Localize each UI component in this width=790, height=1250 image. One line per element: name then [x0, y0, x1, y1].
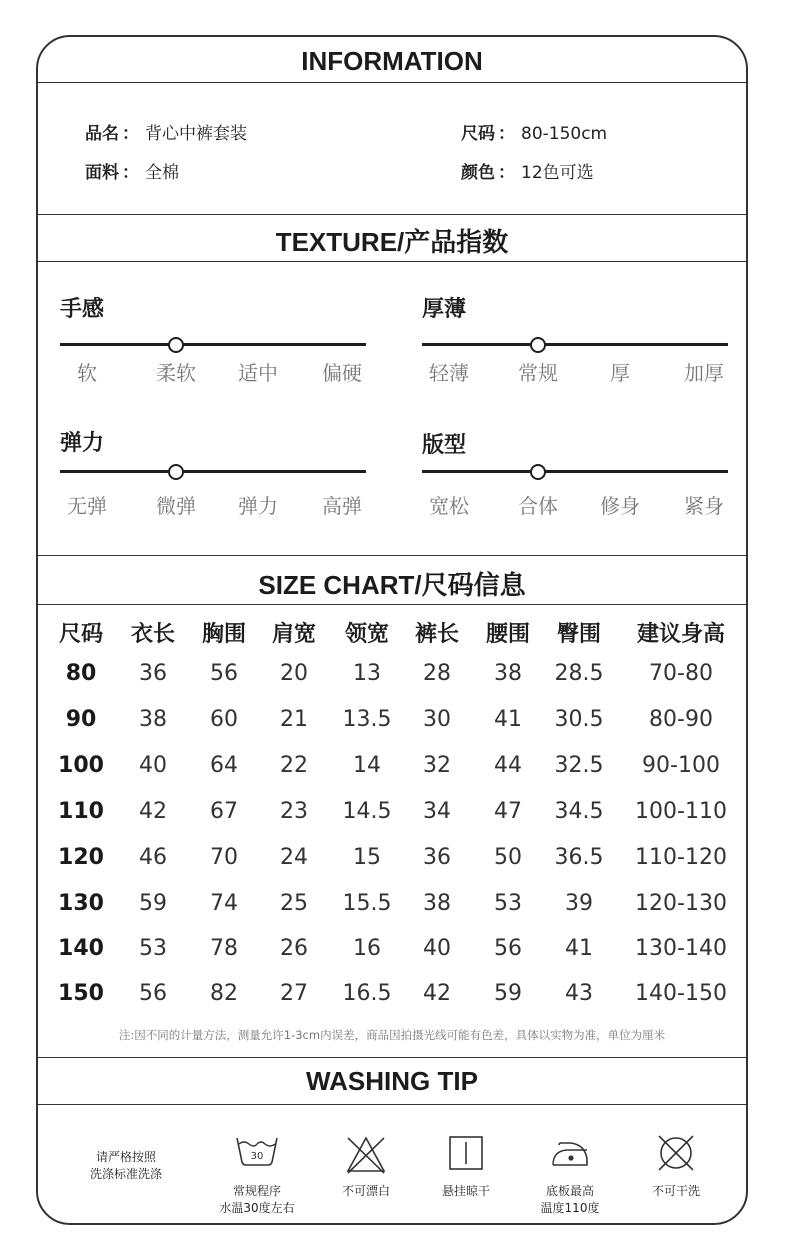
- info-color-value: 12色可选: [521, 163, 594, 183]
- table-cell: 64: [210, 753, 238, 778]
- table-cell: 90-100: [642, 753, 720, 778]
- table-cell: 59: [494, 981, 522, 1006]
- table-cell: 46: [139, 845, 167, 870]
- info-name-value: 背心中裤套装: [145, 124, 247, 144]
- table-header-cell: 衣长: [130, 622, 176, 647]
- table-cell: 82: [210, 981, 238, 1006]
- table-cell: 20: [280, 661, 308, 686]
- table-cell: 78: [210, 936, 238, 961]
- texture-title: 手感: [60, 297, 105, 322]
- wash-30-caption: [219, 1183, 294, 1217]
- table-header-cell: 肩宽: [271, 622, 317, 647]
- table-header-cell: 尺码: [58, 622, 104, 647]
- texture-option-label: 轻薄: [429, 361, 469, 385]
- texture-option-label: 适中: [238, 361, 278, 385]
- table-row-size: 100: [58, 753, 104, 778]
- caption-line: 不可干洗: [651, 1184, 701, 1198]
- table-cell: 70-80: [649, 661, 713, 686]
- table-cell: 38: [494, 661, 522, 686]
- table-cell: 16: [353, 936, 381, 961]
- table-cell: 50: [494, 845, 522, 870]
- texture-option-label: 合体: [518, 494, 558, 518]
- colon: ：: [122, 124, 139, 144]
- info-name-label: 品名: [85, 124, 119, 144]
- table-cell: 30.5: [554, 707, 604, 732]
- divider: [38, 1057, 746, 1058]
- info-size: [461, 119, 607, 144]
- colon: ：: [122, 163, 139, 183]
- table-cell: 38: [423, 891, 451, 916]
- table-header-cell: 腰围: [485, 622, 531, 647]
- wash-intro: [90, 1149, 162, 1183]
- divider: [38, 604, 746, 605]
- info-name: [85, 119, 247, 144]
- table-header-cell: 臀围: [556, 622, 602, 647]
- colon: ：: [498, 163, 515, 183]
- table-cell: 56: [494, 936, 522, 961]
- wash-intro-line: 请严格按照: [95, 1150, 157, 1164]
- caption-line: 不可漂白: [341, 1184, 391, 1198]
- table-cell: 44: [494, 753, 522, 778]
- table-cell: 32: [423, 753, 451, 778]
- table-cell: 130-140: [635, 936, 727, 961]
- table-cell: 36: [423, 845, 451, 870]
- wash-temp-text: 30: [250, 1151, 264, 1162]
- texture-option-label: 紧身: [684, 494, 724, 518]
- texture-scale-marker: [168, 464, 184, 480]
- texture-option-label: 厚: [610, 361, 630, 385]
- texture-scale-line: [422, 343, 728, 346]
- no-bleach-icon: [345, 1135, 387, 1179]
- table-cell: 60: [210, 707, 238, 732]
- table-cell: 13.5: [342, 707, 392, 732]
- texture-title: 厚薄: [422, 297, 467, 322]
- texture-scale-marker: [530, 464, 546, 480]
- divider: [38, 1104, 746, 1105]
- texture-title: 版型: [422, 433, 467, 458]
- table-cell: 14.5: [342, 799, 392, 824]
- texture-scale-line: [60, 343, 366, 346]
- table-cell: 25: [280, 891, 308, 916]
- table-cell: 67: [210, 799, 238, 824]
- no-bleach-caption: [342, 1183, 390, 1200]
- table-cell: 21: [280, 707, 308, 732]
- table-row-size: 90: [65, 707, 97, 732]
- texture-option-label: 偏硬: [322, 361, 362, 385]
- no-dry-clean-icon: [656, 1133, 696, 1177]
- table-row-size: 130: [58, 891, 104, 916]
- colon: ：: [498, 124, 515, 144]
- texture-option-label: 加厚: [684, 361, 724, 385]
- table-cell: 27: [280, 981, 308, 1006]
- iron-110-icon: [549, 1135, 591, 1173]
- table-header-cell: 胸围: [201, 622, 247, 647]
- table-cell: 74: [210, 891, 238, 916]
- table-cell: 40: [139, 753, 167, 778]
- hang-dry-icon: [448, 1135, 484, 1175]
- table-cell: 110-120: [635, 845, 727, 870]
- info-fabric: [85, 158, 179, 183]
- table-cell: 28: [423, 661, 451, 686]
- texture-option-label: 宽松: [429, 494, 469, 518]
- table-cell: 100-110: [635, 799, 727, 824]
- texture-scale-line: [60, 470, 366, 473]
- iron-110-caption: [541, 1183, 600, 1217]
- table-cell: 59: [139, 891, 167, 916]
- info-fabric-value: 全棉: [145, 163, 179, 183]
- table-cell: 47: [494, 799, 522, 824]
- table-cell: 43: [565, 981, 593, 1006]
- texture-option-label: 修身: [600, 494, 640, 518]
- table-row-size: 80: [65, 661, 97, 686]
- table-cell: 34.5: [554, 799, 604, 824]
- divider: [38, 555, 746, 556]
- texture-option-label: 无弹: [67, 494, 107, 518]
- texture-option-label: 弹力: [238, 494, 278, 518]
- table-cell: 70: [210, 845, 238, 870]
- table-cell: 56: [210, 661, 238, 686]
- hang-dry-caption: [442, 1183, 490, 1200]
- table-cell: 14: [353, 753, 381, 778]
- info-size-value: 80-150cm: [521, 124, 608, 144]
- table-cell: 22: [280, 753, 308, 778]
- caption-line: 温度110度: [540, 1201, 600, 1215]
- table-cell: 36: [139, 661, 167, 686]
- texture-option-label: 高弹: [322, 494, 362, 518]
- divider: [38, 261, 746, 262]
- texture-title: 弹力: [60, 431, 105, 456]
- table-row-size: 150: [58, 981, 104, 1006]
- table-cell: 40: [423, 936, 451, 961]
- table-cell: 34: [423, 799, 451, 824]
- table-cell: 30: [423, 707, 451, 732]
- info-card: [36, 35, 748, 1225]
- table-cell: 36.5: [554, 845, 604, 870]
- table-cell: 120-130: [635, 891, 727, 916]
- caption-line: 常规程序: [232, 1184, 281, 1198]
- texture-option-label: 柔软: [156, 361, 196, 385]
- section-title-washing: WASHING TIP: [306, 1066, 478, 1096]
- divider: [38, 214, 746, 215]
- table-cell: 24: [280, 845, 308, 870]
- no-dry-clean-caption: [652, 1183, 700, 1200]
- table-cell: 15: [353, 845, 381, 870]
- texture-option-label: 软: [77, 361, 97, 385]
- table-cell: 42: [423, 981, 451, 1006]
- texture-option-label: 微弹: [156, 494, 196, 518]
- section-title-texture: TEXTURE/产品指数: [275, 227, 509, 257]
- table-header-cell: 建议身高: [636, 622, 726, 647]
- table-header-cell: 裤长: [414, 622, 460, 647]
- table-cell: 23: [280, 799, 308, 824]
- table-row-size: 140: [58, 936, 104, 961]
- table-cell: 16.5: [342, 981, 392, 1006]
- caption-line: 底板最高: [545, 1184, 594, 1198]
- texture-scale-marker: [530, 337, 546, 353]
- info-color-label: 颜色: [461, 163, 495, 183]
- section-title-size-chart: SIZE CHART/尺码信息: [258, 570, 526, 600]
- section-title-information: INFORMATION: [301, 46, 483, 76]
- size-note: 注:因不同的计量方法，测量允许1-3cm内误差，商品因拍摄光线可能有色差，具体以实物为准，单位为厘米: [118, 1028, 666, 1042]
- table-cell: 41: [565, 936, 593, 961]
- table-row-size: 110: [58, 799, 104, 824]
- wash-intro-line: 洗涤标准洗涤: [89, 1167, 163, 1181]
- table-cell: 39: [565, 891, 593, 916]
- table-cell: 53: [494, 891, 522, 916]
- table-cell: 28.5: [554, 661, 604, 686]
- divider: [38, 82, 746, 83]
- table-cell: 32.5: [554, 753, 604, 778]
- caption-line: 水温30度左右: [219, 1201, 295, 1215]
- table-cell: 56: [139, 981, 167, 1006]
- info-size-label: 尺码: [461, 124, 495, 144]
- info-fabric-label: 面料: [85, 163, 119, 183]
- table-header-cell: 领宽: [344, 622, 390, 647]
- table-cell: 42: [139, 799, 167, 824]
- table-cell: 38: [139, 707, 167, 732]
- caption-line: 悬挂晾干: [441, 1184, 491, 1198]
- table-cell: 80-90: [649, 707, 713, 732]
- wash-30-icon: [235, 1135, 279, 1173]
- table-row-size: 120: [58, 845, 104, 870]
- table-cell: 26: [280, 936, 308, 961]
- table-cell: 53: [139, 936, 167, 961]
- texture-option-label: 常规: [518, 361, 558, 385]
- info-color: [461, 158, 594, 183]
- table-cell: 13: [353, 661, 381, 686]
- table-cell: 140-150: [635, 981, 727, 1006]
- texture-scale-line: [422, 470, 728, 473]
- table-cell: 15.5: [342, 891, 392, 916]
- table-cell: 41: [494, 707, 522, 732]
- texture-scale-marker: [168, 337, 184, 353]
